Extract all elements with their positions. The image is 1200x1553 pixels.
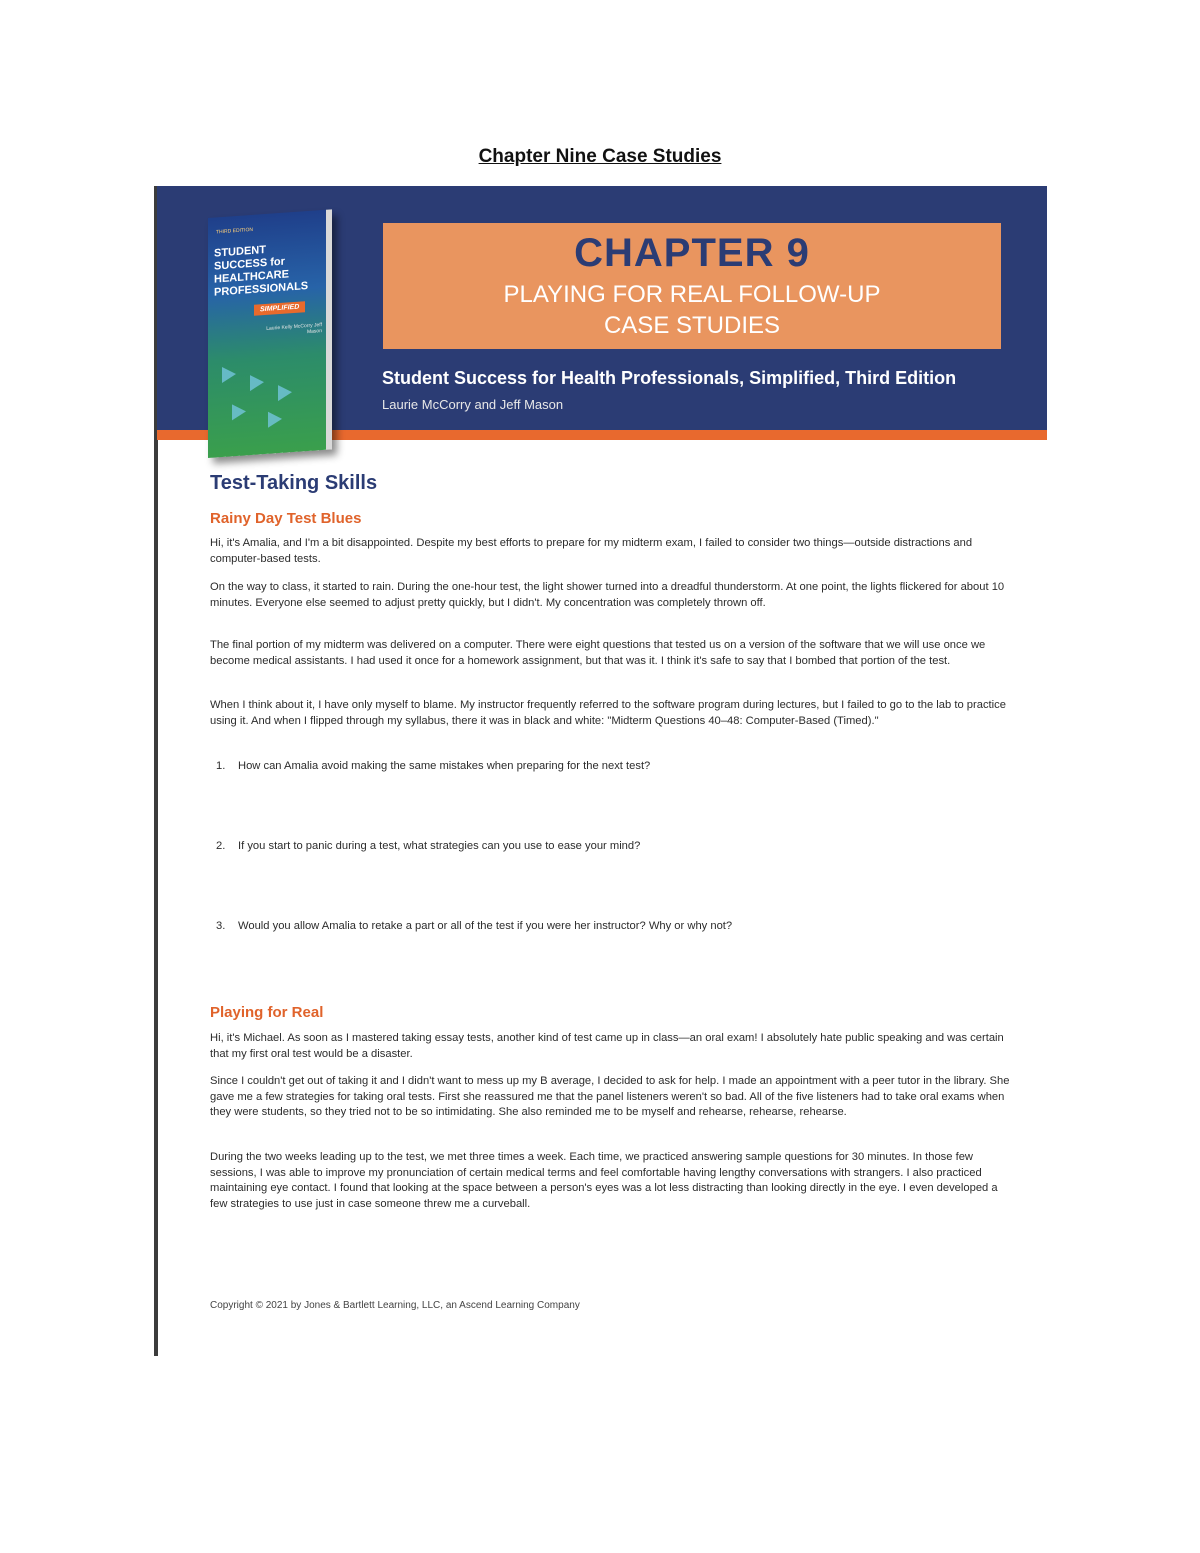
question-item xyxy=(216,759,996,774)
case2-heading: Playing for Real xyxy=(210,1004,324,1021)
arrow-icon xyxy=(250,374,264,391)
book-cover-authors: Laurie Kelly McCorry Jeff Mason xyxy=(266,322,322,336)
arrow-icon xyxy=(268,411,282,428)
section-title: Test-Taking Skills xyxy=(210,472,378,494)
chapter-subtitle xyxy=(383,279,1001,341)
case1-paragraph: On the way to class, it started to rain. During the one-hour test, the light shower turned into a dreadful thunderstorm. At one point, the lights flickered for about 10 minutes. Everyone else seemed to adjust pretty quickly, but I didn't. My concentration was completely thrown off. xyxy=(210,581,1005,609)
question-number: 1. xyxy=(216,760,226,772)
question-number: 2. xyxy=(216,840,226,852)
question-number: 3. xyxy=(216,920,226,932)
question-item xyxy=(216,919,996,934)
case2-paragraph: During the two weeks leading up to the test, we met three times a week. Each time, we practiced answering sample questions for 30 minutes. In those few sessions, I was able to improve my pronunciation of certain medical terms and feel comfortable having lengthy conversations with strangers. I also practiced maintaining eye contact. I found that looking at the space between a person's eyes was a lot less distracting than looking directly in the eye. I even developed a few strategies to use just in case someone threw me a curveball. xyxy=(210,1151,998,1210)
chapter-subtitle-line1: PLAYING FOR REAL FOLLOW-UP xyxy=(503,281,881,308)
book-title: Student Success for Health Professionals, Simplified, Third Edition xyxy=(382,368,957,388)
question-text: How can Amalia avoid making the same mistakes when preparing for the next test? xyxy=(238,760,651,772)
case1-paragraph: When I think about it, I have only myself to blame. My instructor frequently referred to the software program during lectures, but I failed to go to the lab to practice using it. And when I flipped through my syllabus, there it was in black and white: "Midterm Questions 40–48: Computer-Based (Timed)." xyxy=(210,699,1006,727)
book-edition-tag: THIRD EDITION xyxy=(216,226,253,236)
arrow-icon xyxy=(232,403,246,420)
case1-heading: Rainy Day Test Blues xyxy=(210,510,362,527)
document-title: Chapter Nine Case Studies xyxy=(478,146,722,167)
case1-paragraph: Hi, it's Amalia, and I'm a bit disappointed. Despite my best efforts to prepare for my midterm exam, I failed to consider two things—outside distractions and computer-based tests. xyxy=(210,537,973,565)
question-text: Would you allow Amalia to retake a part or all of the test if you were her instructor? Why or why not? xyxy=(238,920,733,932)
chapter-title-box xyxy=(383,223,1001,349)
arrow-icon xyxy=(278,384,292,401)
book-cover-image xyxy=(208,209,332,458)
question-text: If you start to panic during a test, what strategies can you use to ease your mind? xyxy=(238,840,641,852)
question-item xyxy=(216,839,996,854)
copyright-notice: Copyright © 2021 by Jones & Bartlett Learning, LLC, an Ascend Learning Company xyxy=(210,1300,580,1311)
case1-paragraph: The final portion of my midterm was delivered on a computer. There were eight questions that tested us on a version of the software that we will use once we become medical assistants. I had used it once for a homework assignment, but that was it. I think it's safe to say that I bombed that portion of the test. xyxy=(210,639,986,667)
arrow-icon xyxy=(222,366,236,383)
book-cover-badge: SIMPLIFIED xyxy=(254,301,305,316)
book-authors: Laurie McCorry and Jeff Mason xyxy=(382,397,564,412)
case2-paragraph: Hi, it's Michael. As soon as I mastered taking essay tests, another kind of test came up in class—an oral exam! I absolutely hate public speaking and was certain that my first oral test would be a disaster. xyxy=(210,1032,1004,1060)
case2-paragraph: Since I couldn't get out of taking it and I didn't want to mess up my B average, I decided to ask for help. I made an appointment with a peer tutor in the library. She gave me a few strategies for taking oral tests. First she reassured me that the panel listeners weren't so bad. All of the five listeners had to take oral exams when they were students, so they tried not to be so intimidating. She also reminded me to be myself and rehearse, rehearse, rehearse. xyxy=(210,1075,1010,1118)
chapter-subtitle-line2: CASE STUDIES xyxy=(603,312,781,339)
book-cover-title: STUDENT SUCCESS for HEALTHCARE PROFESSIONALS xyxy=(214,243,309,299)
chapter-number: CHAPTER 9 xyxy=(574,231,810,275)
